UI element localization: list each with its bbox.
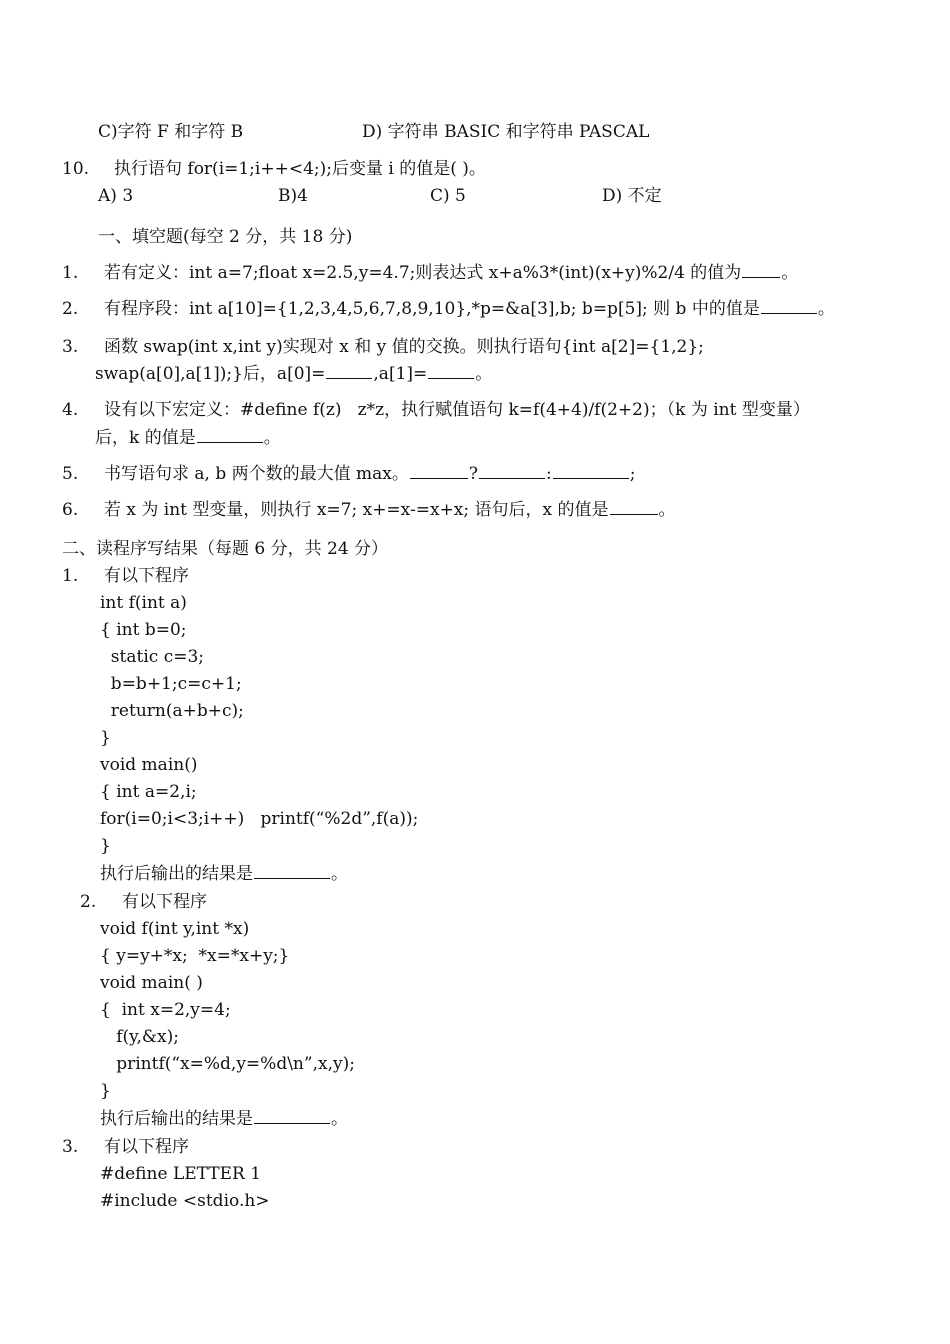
prog-1-code-line: { int a=2,i; xyxy=(100,782,197,802)
fill-3-number: 3. xyxy=(62,337,79,357)
prog-2-code-line: void main( ) xyxy=(100,973,203,993)
prog-2-code-line: f(y,&x); xyxy=(100,1027,179,1047)
prog-1-title: 有以下程序 xyxy=(104,566,189,586)
prog-1-result-label: 执行后输出的结果是 xyxy=(100,864,253,884)
fill-5-blank-false[interactable] xyxy=(553,464,629,479)
fill-1-end: 。 xyxy=(781,263,799,283)
fill-5-question: ? xyxy=(468,464,479,484)
fill-1-number: 1. xyxy=(62,263,79,283)
section-heading-fill: 一、填空题(每空 2 分，共 18 分) xyxy=(98,227,353,247)
prog-1-code-line: return(a+b+c); xyxy=(100,701,244,721)
fill-6-text: 若 x 为 int 型变量，则执行 x=7; x+=x-=x+x; 语句后，x 的值是 xyxy=(104,500,609,520)
fill-3-text: 函数 swap(int x,int y)实现对 x 和 y 值的交换。则执行语句{int a[2]={1,2}; xyxy=(104,337,704,357)
prog-2-result-blank[interactable] xyxy=(254,1109,330,1124)
prog-1-code-line: { int b=0; xyxy=(100,620,187,640)
fill-5-colon: : xyxy=(546,464,552,484)
prog-1-code-line: } xyxy=(100,728,111,748)
fill-2-blank[interactable] xyxy=(761,299,817,314)
prog-1-code-line: for(i=0;i<3;i++) printf(“%2d”,f(a)); xyxy=(100,809,419,829)
fill-6-blank[interactable] xyxy=(610,500,658,515)
q10-option-b: B)4 xyxy=(278,186,308,206)
fill-5-number: 5. xyxy=(62,464,79,484)
fill-4-text: 设有以下宏定义：#define f(z) z*z，执行赋值语句 k=f(4+4)/f(2+2)；（k 为 int 型变量） xyxy=(104,400,810,420)
prog-1-code-line: b=b+1;c=c+1; xyxy=(100,674,242,694)
prog-2-end: 。 xyxy=(331,1109,348,1129)
fill-3-line2 xyxy=(95,363,492,385)
q10-option-c: C) 5 xyxy=(430,186,466,206)
fill-1-blank[interactable] xyxy=(742,263,780,278)
prog-1-result-blank[interactable] xyxy=(254,864,330,879)
prog-2-result-line xyxy=(100,1108,348,1130)
fill-4-end: 。 xyxy=(263,428,281,448)
fill-1-text: 若有定义：int a=7;float x=2.5,y=4.7;则表达式 x+a%3*(int)(x+y)%2/4 的值为 xyxy=(104,263,742,283)
fill-3-blank-a0[interactable] xyxy=(326,364,372,379)
fill-2-end: 。 xyxy=(817,299,835,319)
prog-1-code-line: static c=3; xyxy=(100,647,205,667)
fill-5-text: 书写语句求 a, b 两个数的最大值 max。 xyxy=(104,464,409,484)
q9-option-d: D) 字符串 BASIC 和字符串 PASCAL xyxy=(362,122,650,142)
fill-1-line xyxy=(104,262,798,284)
prog-1-code-line: int f(int a) xyxy=(100,593,187,613)
fill-2-number: 2. xyxy=(62,299,79,319)
q10-stem: 执行语句 for(i=1;i++<4;);后变量 i 的值是( )。 xyxy=(114,159,486,179)
prog-3-code-line: #define LETTER 1 xyxy=(100,1164,262,1184)
fill-3-blank-a1[interactable] xyxy=(428,364,474,379)
prog-2-code-line: void f(int y,int *x) xyxy=(100,919,250,939)
fill-5-blank-cond[interactable] xyxy=(410,464,468,479)
fill-4-blank[interactable] xyxy=(197,428,263,443)
fill-4-number: 4. xyxy=(62,400,79,420)
fill-3-cont2: ,a[1]= xyxy=(373,364,428,384)
fill-3-cont1: swap(a[0],a[1]);}后，a[0]= xyxy=(95,364,326,384)
prog-2-result-label: 执行后输出的结果是 xyxy=(100,1109,253,1129)
section-heading-read: 二、读程序写结果（每题 6 分，共 24 分） xyxy=(62,539,389,559)
fill-6-number: 6. xyxy=(62,500,79,520)
q10-option-a: A) 3 xyxy=(98,186,134,206)
prog-1-number: 1. xyxy=(62,566,79,586)
fill-5-end: ; xyxy=(629,464,636,484)
fill-4-line2 xyxy=(95,427,281,449)
prog-1-code-line: } xyxy=(100,836,111,856)
prog-3-code-line: #include <stdio.h> xyxy=(100,1191,270,1211)
fill-2-line xyxy=(104,298,835,320)
prog-1-result-line xyxy=(100,863,348,885)
fill-4-cont: 后，k 的值是 xyxy=(95,428,196,448)
prog-3-number: 3. xyxy=(62,1137,79,1157)
prog-3-title: 有以下程序 xyxy=(104,1137,189,1157)
prog-2-code-line: { int x=2,y=4; xyxy=(100,1000,231,1020)
fill-3-end: 。 xyxy=(475,364,493,384)
prog-2-code-line: } xyxy=(100,1081,111,1101)
q10-number: 10. xyxy=(62,159,90,179)
prog-1-end: 。 xyxy=(331,864,348,884)
prog-2-title: 有以下程序 xyxy=(122,892,207,912)
prog-2-number: 2. xyxy=(80,892,97,912)
prog-2-code-line: printf(“x=%d,y=%d\n”,x,y); xyxy=(100,1054,355,1074)
fill-5-line xyxy=(104,463,635,485)
fill-2-text: 有程序段：int a[10]={1,2,3,4,5,6,7,8,9,10},*p=&a[3],b; b=p[5]; 则 b 中的值是 xyxy=(104,299,760,319)
prog-1-code-line: void main() xyxy=(100,755,198,775)
fill-5-blank-true[interactable] xyxy=(479,464,545,479)
fill-6-line xyxy=(104,499,676,521)
q9-option-c: C)字符 F 和字符 B xyxy=(98,122,244,142)
prog-2-code-line: { y=y+*x; *x=*x+y;} xyxy=(100,946,290,966)
q10-option-d: D) 不定 xyxy=(602,186,662,206)
fill-6-end: 。 xyxy=(658,500,676,520)
